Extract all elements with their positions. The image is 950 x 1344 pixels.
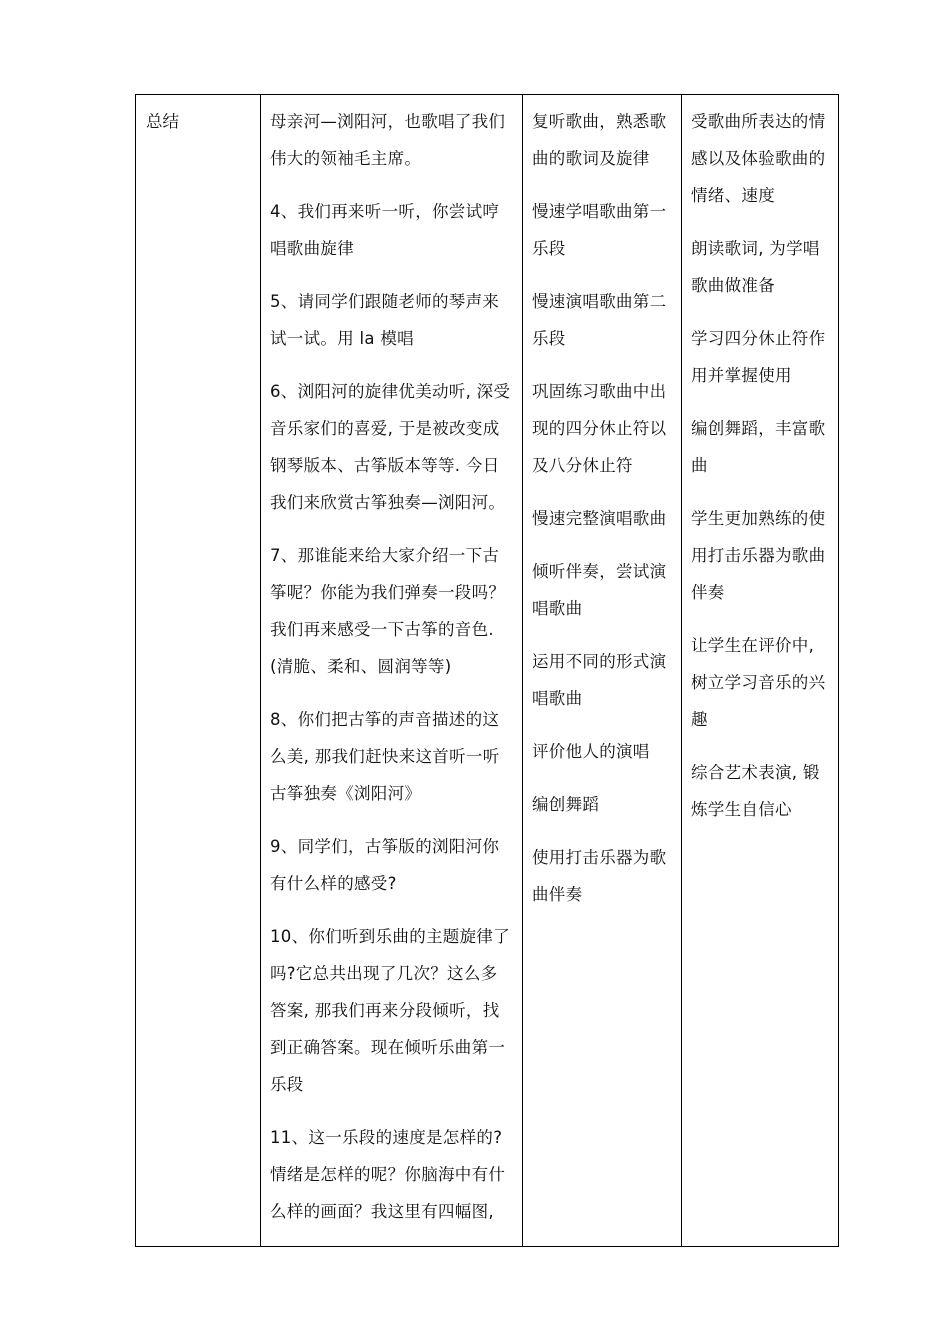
section-label-cell (136, 95, 261, 1247)
student-activity-paragraph: 慢速完整演唱歌曲 (532, 509, 667, 528)
teacher-activity-paragraph: 7、那谁能来给大家介绍一下古筝呢？你能为我们弹奏一段吗？我们再来感受一下古筝的音色. (清脆、柔和、圆润等等) (270, 546, 506, 676)
student-activity-paragraph: 慢速演唱歌曲第二乐段 (532, 292, 667, 348)
lesson-plan-table (135, 94, 839, 1247)
teacher-activity-paragraph: 10、你们听到乐曲的主题旋律了吗?它总共出现了几次？这么多答案, 那我们再来分段倾听，找到正确答案。现在倾听乐曲第一乐段 (270, 927, 510, 1094)
design-intent-paragraph: 学生更加熟练的使用打击乐器为歌曲伴奏 (691, 509, 826, 602)
design-intent-paragraph: 让学生在评价中, 树立学习音乐的兴趣 (691, 636, 826, 729)
student-activity-paragraph: 评价他人的演唱 (532, 742, 650, 761)
section-label: 总结 (146, 112, 179, 131)
student-activity-paragraph: 慢速学唱歌曲第一乐段 (532, 202, 667, 258)
student-activity-paragraph: 巩固练习歌曲中出现的四分休止符以及八分休止符 (532, 382, 667, 475)
student-activity-cell (523, 95, 682, 1247)
design-intent-cell (682, 95, 839, 1247)
teacher-activity-paragraph: 8、你们把古筝的声音描述的这么美, 那我们赶快来这首听一听古筝独奏《浏阳河》 (270, 710, 500, 803)
teacher-activity-paragraph: 4、我们再来听一听，你尝试哼唱歌曲旋律 (270, 202, 500, 258)
teacher-activity-paragraph: 11、这一乐段的速度是怎样的?情绪是怎样的呢？你脑海中有什么样的画面？我这里有四幅图, (270, 1128, 506, 1221)
student-activity-paragraph: 复听歌曲，熟悉歌曲的歌词及旋律 (532, 112, 667, 168)
design-intent-paragraph: 受歌曲所表达的情感以及体验歌曲的情绪、速度 (691, 112, 826, 205)
student-activity-paragraph: 倾听伴奏，尝试演唱歌曲 (532, 562, 667, 618)
design-intent-paragraph: 编创舞蹈，丰富歌曲 (691, 419, 826, 475)
teacher-activity-paragraph: 母亲河—浏阳河，也歌唱了我们伟大的领袖毛主席。 (270, 112, 506, 168)
student-activity-paragraph: 编创舞蹈 (532, 795, 600, 814)
design-intent-paragraph: 综合艺术表演, 锻炼学生自信心 (691, 763, 820, 819)
design-intent-paragraph: 朗读歌词, 为学唱歌曲做准备 (691, 239, 820, 295)
design-intent-paragraph: 学习四分休止符作用并掌握使用 (691, 329, 826, 385)
teacher-activity-paragraph: 5、请同学们跟随老师的琴声来试一试。用 la 模唱 (270, 292, 500, 348)
teacher-activity-paragraph: 9、同学们，古筝版的浏阳河你有什么样的感受? (270, 837, 500, 893)
teacher-activity-cell (261, 95, 523, 1247)
student-activity-paragraph: 使用打击乐器为歌曲伴奏 (532, 848, 667, 904)
table-row (136, 95, 839, 1247)
student-activity-paragraph: 运用不同的形式演唱歌曲 (532, 652, 667, 708)
teacher-activity-paragraph: 6、浏阳河的旋律优美动听, 深受音乐家们的喜爱, 于是被改变成钢琴版本、古筝版本等等. 今日我们来欣赏古筝独奏—浏阳河。 (270, 382, 511, 512)
